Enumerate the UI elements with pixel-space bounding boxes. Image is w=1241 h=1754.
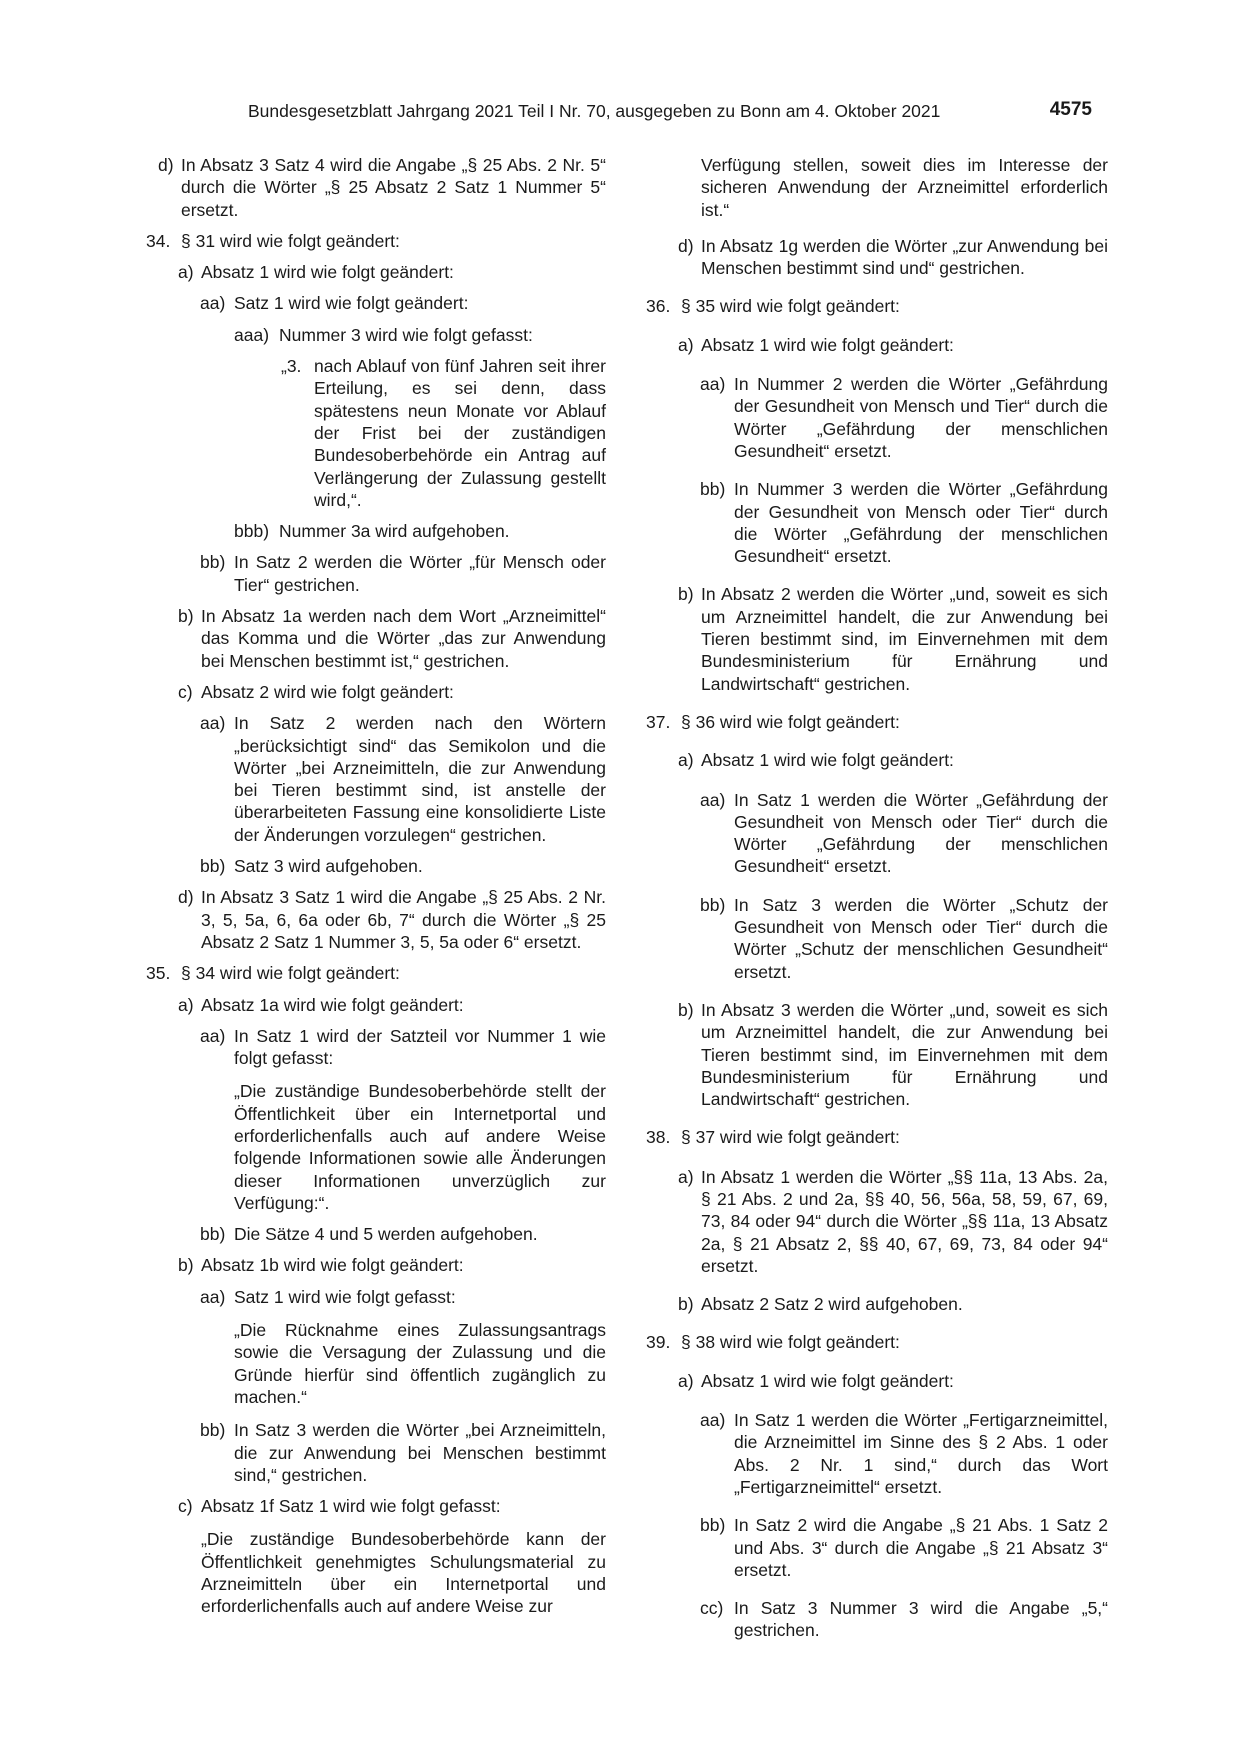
item-text: In Satz 3 Nummer 3 wird die Angabe „5,“ gestrichen. — [734, 1598, 1108, 1641]
list-item — [646, 373, 1108, 462]
item-marker: a) — [678, 1370, 694, 1391]
page-number: 4575 — [1049, 99, 1092, 120]
item-marker: a) — [678, 750, 694, 771]
list-item — [146, 1286, 606, 1308]
running-title: Bundesgesetzblatt Jahrgang 2021 Teil I Nr. 70, ausgegeben zu Bonn am 4. Oktober 2021 — [248, 101, 941, 121]
list-item — [646, 1409, 1108, 1498]
list-item — [646, 583, 1108, 694]
item-text: In Satz 3 werden die Wörter „Schutz der Gesundheit von Mensch oder Tier“ durch die Wörter „Schutz der menschlichen Gesundheit“ ersetzt. — [734, 894, 1108, 982]
item-marker: aa) — [200, 1286, 226, 1307]
item-text: Absatz 1 wird wie folgt geändert: — [701, 334, 954, 355]
list-item — [646, 295, 1108, 317]
item-marker: aa) — [200, 713, 226, 734]
item-text: Satz 1 wird wie folgt gefasst: — [234, 1286, 456, 1307]
item-text: In Nummer 2 werden die Wörter „Gefährdung der Gesundheit von Mensch und Tier“ durch die Wörter „Gefährdung der menschlichen Gesundheit“ ersetzt. — [734, 374, 1108, 461]
list-item — [146, 230, 606, 252]
item-marker: bbb) — [234, 521, 270, 542]
item-text: Verfügung stellen, soweit dies im Interesse der sicheren Anwendung der Arzneimittel erforderlich ist.“ — [701, 155, 1108, 220]
list-item — [646, 1293, 1108, 1315]
item-text: § 34 wird wie folgt geändert: — [181, 963, 400, 984]
list-item — [646, 999, 1108, 1110]
list-item — [146, 324, 606, 346]
item-marker: c) — [178, 1496, 193, 1517]
item-text: In Absatz 1a werden nach dem Wort „Arzneimittel“ das Komma und die Wörter „das zur Anwendung bei Menschen bestimmt ist,“ gestrichen. — [201, 606, 606, 671]
item-text: In Absatz 3 werden die Wörter „und, soweit es sich um Arzneimittel handelt, die zur Anwendung bei Tieren bestimmt sind, im Einvernehmen mit dem Bundesministerium für Ernährung und Landwirtschaft“ gestrichen. — [701, 999, 1108, 1110]
list-item — [146, 1495, 606, 1517]
list-item — [646, 1166, 1108, 1277]
item-text: Absatz 2 wird wie folgt geändert: — [201, 681, 454, 702]
item-marker: b) — [678, 1294, 694, 1315]
item-text: § 38 wird wie folgt geändert: — [681, 1332, 900, 1353]
quoted-text — [146, 1319, 606, 1408]
item-text: In Satz 1 werden die Wörter „Fertigarzneimittel, die Arzneimittel im Sinne des § 2 Abs. 1 oder Abs. 2 Nr. 1 sind,“ durch das Wort „Fertigarzneimittel“ ersetzt. — [734, 1410, 1108, 1497]
item-text: Absatz 2 Satz 2 wird aufgehoben. — [701, 1294, 963, 1315]
list-item — [146, 1254, 606, 1276]
item-text: In Satz 2 werden nach den Wörtern „berücksichtigt sind“ das Semikolon und die Wörter „bei Arzneimitteln, die zur Anwendung bei Tieren bestimmt sind, ist anstelle der überarbeiteten Fassung eine konsolidierte Liste der Änderungen vorzulegen“ gestrichen. — [234, 713, 606, 845]
quoted-text — [146, 1528, 606, 1617]
item-text: In Nummer 3 werden die Wörter „Gefährdung der Gesundheit von Mensch oder Tier“ durch die Wörter „Gefährdung der menschlichen Gesundheit“ ersetzt. — [734, 479, 1108, 567]
item-marker: 36. — [646, 296, 671, 317]
item-text: In Absatz 2 werden die Wörter „und, soweit es sich um Arzneimittel handelt, die zur Anwendung bei Tieren bestimmt sind, im Einvernehmen mit dem Bundesministerium für Ernährung und Landwirtschaft“ gestrichen. — [701, 584, 1108, 694]
item-text: In Satz 1 wird der Satzteil vor Nummer 1 wie folgt gefasst: — [234, 1025, 606, 1069]
list-item — [146, 962, 606, 984]
list-item — [646, 334, 1108, 356]
item-marker: aa) — [700, 374, 726, 395]
list-item — [146, 1223, 606, 1245]
item-text: § 31 wird wie folgt geändert: — [181, 230, 400, 251]
list-item — [146, 681, 606, 703]
item-marker: 35. — [146, 963, 171, 984]
list-item — [646, 1597, 1108, 1642]
item-marker: bb) — [200, 552, 226, 573]
item-marker: bb) — [700, 1515, 726, 1536]
item-text: Absatz 1 wird wie folgt geändert: — [201, 262, 454, 283]
item-marker: b) — [178, 606, 194, 627]
item-text: Absatz 1f Satz 1 wird wie folgt gefasst: — [201, 1496, 501, 1517]
list-item — [146, 605, 606, 672]
item-text: In Absatz 3 Satz 1 wird die Angabe „§ 25 Abs. 2 Nr. 3, 5, 5a, 6, 6a oder 6b, 7“ durch die Wörter „§ 25 Absatz 2 Satz 1 Nummer 3, 5, 5a oder 6“ ersetzt. — [201, 887, 606, 952]
item-text: In Absatz 1 werden die Wörter „§§ 11a, 13 Abs. 2a, § 21 Abs. 2 und 2a, §§ 40, 56, 56a, 58, 59, 67, 69, 73, 84 oder 94“ durch die Wörter „§§ 11a, 13 Absatz 2a, § 21 Absatz 2, §§ 40, 67, 69, 73, 84 oder 94“ ersetzt. — [701, 1166, 1108, 1276]
item-text: In Absatz 1g werden die Wörter „zur Anwendung bei Menschen bestimmt sind und“ gestrichen. — [701, 235, 1108, 279]
list-item — [646, 894, 1108, 983]
item-text: In Satz 2 wird die Angabe „§ 21 Abs. 1 Satz 2 und Abs. 3“ durch die Angabe „§ 21 Absatz 3“ ersetzt. — [734, 1515, 1108, 1580]
item-text: In Absatz 3 Satz 4 wird die Angabe „§ 25 Abs. 2 Nr. 5“ durch die Wörter „§ 25 Absatz 2 Satz 1 Nummer 5“ ersetzt. — [181, 155, 606, 220]
item-text: Absatz 1 wird wie folgt geändert: — [701, 1370, 954, 1391]
item-text: Absatz 1a wird wie folgt geändert: — [201, 994, 464, 1015]
item-text: Satz 3 wird aufgehoben. — [234, 856, 423, 877]
list-item — [646, 1331, 1108, 1353]
item-text: Absatz 1 wird wie folgt geändert: — [701, 750, 954, 771]
item-marker: bb) — [200, 1224, 226, 1245]
item-marker: aaa) — [234, 324, 270, 345]
list-item — [646, 789, 1108, 878]
item-text: Nummer 3 wird wie folgt gefasst: — [279, 324, 533, 345]
quoted-text — [146, 1080, 606, 1214]
list-item — [146, 1025, 606, 1070]
item-marker: aa) — [200, 1025, 226, 1046]
list-item — [146, 1419, 606, 1486]
list-item — [146, 520, 606, 542]
item-marker: b) — [178, 1255, 194, 1276]
item-marker: aa) — [700, 1410, 726, 1431]
left-column — [146, 154, 606, 1618]
list-item — [646, 235, 1108, 280]
item-marker: a) — [178, 994, 194, 1015]
item-marker: a) — [678, 1166, 694, 1187]
list-item — [146, 712, 606, 846]
quoted-text-continued — [646, 154, 1108, 221]
item-text: § 35 wird wie folgt geändert: — [681, 296, 900, 317]
item-marker: bb) — [700, 479, 726, 500]
item-marker: aa) — [700, 789, 726, 810]
list-item — [646, 1370, 1108, 1392]
item-text: „Die Rücknahme eines Zulassungsantrags sowie die Versagung der Zulassung und die Gründe hierfür sind öffentlich zugänglich zu machen.“ — [234, 1320, 606, 1407]
item-text: „Die zuständige Bundesoberbehörde stellt der Öffentlichkeit über ein Internetportal und erforderlichenfalls auch auf andere Weise folgende Informationen sowie alle Änderungen dieser Informationen unverzüglich zur Verfügung:“. — [234, 1081, 606, 1213]
item-marker: bb) — [700, 894, 726, 915]
list-item — [146, 886, 606, 953]
item-text: In Satz 3 werden die Wörter „bei Arzneimitteln, die zur Anwendung bei Menschen bestimmt sind,“ gestrichen. — [234, 1420, 606, 1485]
running-header — [0, 100, 1241, 124]
item-text: Absatz 1b wird wie folgt geändert: — [201, 1255, 464, 1276]
item-marker: bb) — [200, 856, 226, 877]
item-marker: a) — [178, 262, 194, 283]
item-text: Die Sätze 4 und 5 werden aufgehoben. — [234, 1224, 538, 1245]
item-marker: 37. — [646, 711, 671, 732]
item-text: Nummer 3a wird aufgehoben. — [279, 521, 510, 542]
list-item — [146, 994, 606, 1016]
item-marker: bb) — [200, 1420, 226, 1441]
item-marker: 38. — [646, 1127, 671, 1148]
item-text: Satz 1 wird wie folgt geändert: — [234, 293, 469, 314]
list-item — [646, 1514, 1108, 1581]
item-text: „Die zuständige Bundesoberbehörde kann der Öffentlichkeit genehmigtes Schulungsmaterial zu Arzneimitteln über ein Internetportal und erforderlichenfalls auch auf andere Weise zur — [201, 1529, 606, 1617]
item-marker: d) — [158, 155, 174, 175]
item-marker: cc) — [700, 1598, 724, 1619]
item-text: nach Ablauf von fünf Jahren seit ihrer Erteilung, es sei denn, dass spätestens neun Monate vor Ablauf der Frist bei der zuständigen Bundesoberbehörde ein Antrag auf Verlängerung der Zulassung gestellt wird,“. — [314, 356, 606, 510]
item-text: § 36 wird wie folgt geändert: — [681, 711, 900, 732]
item-marker: b) — [678, 584, 694, 605]
item-text: In Satz 1 werden die Wörter „Gefährdung der Gesundheit von Mensch oder Tier“ durch die Wörter „Gefährdung der menschlichen Gesundheit“ ersetzt. — [734, 789, 1108, 877]
item-marker: 39. — [646, 1332, 671, 1353]
item-text: In Satz 2 werden die Wörter „für Mensch oder Tier“ gestrichen. — [234, 552, 606, 595]
list-item — [146, 261, 606, 283]
list-item — [146, 855, 606, 877]
list-item — [146, 154, 606, 221]
list-item — [646, 478, 1108, 567]
item-marker: b) — [678, 999, 694, 1020]
list-item — [646, 711, 1108, 733]
item-marker: „3. — [281, 356, 302, 377]
list-item — [146, 292, 606, 314]
item-marker: d) — [678, 235, 694, 256]
list-item — [146, 551, 606, 596]
item-marker: a) — [678, 334, 694, 355]
item-marker: aa) — [200, 293, 226, 314]
list-item — [146, 355, 606, 511]
item-marker: c) — [178, 681, 193, 702]
item-text: § 37 wird wie folgt geändert: — [681, 1127, 900, 1148]
item-marker: d) — [178, 887, 194, 908]
right-column — [646, 154, 1108, 1642]
item-marker: 34. — [146, 230, 171, 251]
list-item — [646, 1126, 1108, 1148]
list-item — [646, 749, 1108, 771]
